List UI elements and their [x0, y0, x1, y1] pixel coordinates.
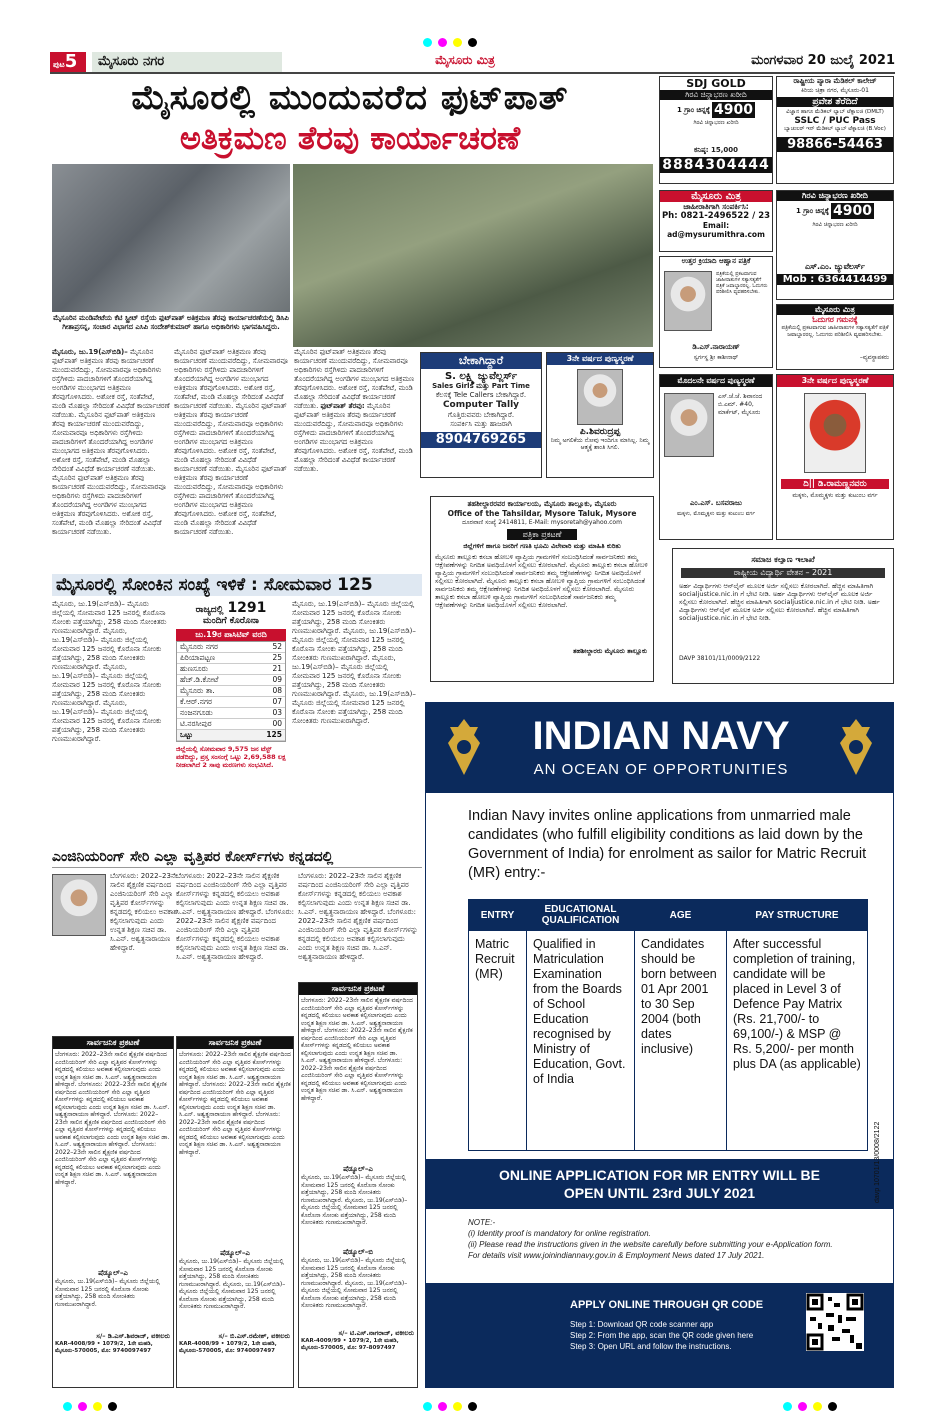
notice-2-schedule-body	[177, 1258, 293, 1332]
lead-body-text-col3: ಮೈಸೂರಿನ ಫುಟ್‌ಪಾತ್ ಅತಿಕ್ರಮಣ ತೆರವು ಕಾರ್ಯಾಚರಣೆ ಮುಂದುವರೆದಿದ್ದು, ಸೋಮವಾರವೂ ಅಧಿಕಾರಿಗಳು ರಸ್ತೆಗಿಳಿದು ಪಾದಚಾರಿಗಳಿಗೆ ತೊಂದರೆಯಾಗಿದ್ದ ಅಂಗಡಿಗಳ ಮುಂಭಾಗದ ಅತಿಕ್ರಮಣ ತೆರವುಗೊಳಿಸಿದರು. ಅಶೋಕ ರಸ್ತೆ, ಸಂತೆಪೇಟೆ, ಮಂಡಿ ಮೊಹಲ್ಲಾ ಸೇರಿದಂತೆ ವಿವಿಧೆಡೆ ಕಾರ್ಯಾಚರಣೆ ನಡೆಯಿತು.	[294, 348, 415, 410]
tahsil-title: ತಹಶೀಲ್ದಾರರವರ ಕಾರ್ಯಾಲಯ, ಮೈಸೂರು ತಾಲ್ಲೂಕು, ಮೈಸೂರು	[467, 500, 617, 508]
notice-3-body-text-3: ಬೆಂಗಳೂರು: 2022–23ನೇ ಸಾಲಿನ ಶೈಕ್ಷಣಿಕ ವರ್ಷದಿಂದ ಎಂಜಿನಿಯರಿಂಗ್ ಸೇರಿ ಎಲ್ಲಾ ವೃತ್ತಿಪರ ಕೋರ್ಸ್‌ಗಳನ್ನು ಕನ್ನಡದಲ್ಲಿ ಕಲಿಯಲು ಅವಕಾಶ ಕಲ್ಪಿಸಲಾಗುವುದು ಎಂದು ಉನ್ನತ ಶಿಕ್ಷಣ ಸಚಿವ ಡಾ. ಸಿ.ಎನ್. ಅಶ್ವತ್ಥನಾರಾಯಣ ಹೇಳಿದ್ದಾರೆ.	[301, 1057, 407, 1102]
govt-body-text: ಅರ್ಹ ವಿದ್ಯಾರ್ಥಿಗಳು ಆನ್‌ಲೈನ್ ಮೂಲಕ ಅರ್ಜಿ ಸಲ್ಲಿಸಲು ಕೋರಲಾಗಿದೆ. ಹೆಚ್ಚಿನ ಮಾಹಿತಿಗಾಗಿ socialjustice.nic.in ಗೆ ಭೇಟಿ ನೀಡಿ.	[679, 582, 874, 598]
govt-title: ಸಮಾಜ ಕಲ್ಯಾಣ ಇಲಾಖೆ	[751, 555, 815, 564]
govt-sub: ರಾಷ್ಟ್ರೀಯ ವಿದ್ಯಾರ್ಥಿ ವೇತನ – 2021	[681, 568, 885, 578]
lead-photo-caption: ಮೈಸೂರಿನ ಮಂಡಿಪೇಟೆಯ ಕೆಟಿ ಸ್ಟ್ರೀಟ್ ರಸ್ತೆಯ ಫುಟ್‌ಪಾತ್ ಅತಿಕ್ರಮಣ ತೆರವು ಕಾರ್ಯಾಚರಣೆಯಲ್ಲಿ ಡಿಸಿಪಿ ಗೀತಾಪ್ರಸನ್ನ, ಸಂಚಾರ ವಿಭಾಗದ ಎಸಿಪಿ ಸಂದೇಶ್‌ಕುಮಾರ್ ಹಾಗೂ ಅಧಿಕಾರಿಗಳು ಭಾಗವಹಿಸಿದ್ದರು.	[53, 314, 289, 331]
covid-district-name: ನಂಜನಗೂಡು	[180, 708, 213, 717]
college-phone: 98866-54463	[777, 137, 893, 152]
govt-body-text-2: ಅರ್ಹ ವಿದ್ಯಾರ್ಥಿಗಳು ಆನ್‌ಲೈನ್ ಮೂಲಕ ಅರ್ಜಿ ಸಲ್ಲಿಸಲು ಕೋರಲಾಗಿದೆ. ಹೆಚ್ಚಿನ ಮಾಹಿತಿಗಾಗಿ socialjustice.nic.in ಗೆ ಭೇಟಿ ನೀಡಿ.	[679, 590, 873, 606]
section-title: ಮೈಸೂರು ನಗರ	[92, 52, 282, 72]
sdj-title: SDJ GOLD	[686, 77, 746, 90]
notice-3-schedule-b: ಷೆಡ್ಯೂಲ್–ಬಿ	[343, 1248, 373, 1256]
college-sslc: SSLC / PUC Pass	[794, 116, 876, 126]
covid-district-name: ಮೈಸೂರು ನಗರ	[180, 642, 218, 651]
page-header	[50, 52, 895, 74]
page-label: ಪುಟ	[53, 60, 65, 69]
covid-table-row	[177, 642, 285, 653]
sm-rate-row	[777, 203, 893, 219]
sm-body-text: ಗಿರವಿ ಚಿನ್ನಾಭರಣ ಖರೀದಿ	[812, 222, 858, 228]
college-pravesha: ಪ್ರವೇಶ ತೆರೆದಿದೆ	[777, 97, 893, 107]
notice-2-schedule: ಷೆಡ್ಯೂಲ್–ಎ	[220, 1249, 250, 1257]
sm-name: ಎಸ್.ಎಂ. ಜ್ಯುವೆಲರ್ಸ್	[805, 262, 865, 271]
covid-table-row	[177, 675, 285, 686]
notice-3-body-text-2: ಬೆಂಗಳೂರು: 2022–23ನೇ ಸಾಲಿನ ಶೈಕ್ಷಣಿಕ ವರ್ಷದಿಂದ ಎಂಜಿನಿಯರಿಂಗ್ ಸೇರಿ ಎಲ್ಲಾ ವೃತ್ತಿಪರ ಕೋರ್ಸ್‌ಗಳನ್ನು ಕನ್ನಡದಲ್ಲಿ ಕಲಿಯಲು ಅವಕಾಶ ಕಲ್ಪಿಸಲಾಗುವುದು ಎಂದು ಉನ್ನತ ಶಿಕ್ಷಣ ಸಚಿವ ಡಾ. ಸಿ.ಎನ್. ಅಶ್ವತ್ಥನಾರಾಯಣ ಹೇಳಿದ್ದಾರೆ.	[301, 1027, 413, 1064]
notice-1-kar: KAR-4008/99 • 1079/2, 1ನೇ ಮಹಡಿ, ಮೈಸೂರು-570005, ಮೊ: 9740097497	[55, 1341, 153, 1354]
covid-table-row	[177, 697, 285, 708]
covid-district-name: ಮೈಸೂರು ತಾ.	[180, 686, 215, 695]
tahsil-body-text: ಮೈಸೂರು ತಾಲ್ಲೂಕು ಕಸಬಾ ಹೋಬಳಿ ವ್ಯಾಪ್ತಿಯ ಗ್ರಾಮಗಳಿಗೆ ಸಂಬಂಧಿಸಿದಂತೆ ಸಾರ್ವಜನಿಕರು ತಮ್ಮ ಆಕ್ಷೇಪಣೆಗಳನ್ನು ನಿಗದಿತ ಅವಧಿಯೊಳಗೆ ಸಲ್ಲಿಸಲು ಕೋರಲಾಗಿದೆ.	[435, 553, 638, 569]
notice-1-body-text-4: ಬೆಂಗಳೂರು: 2022–23ನೇ ಸಾಲಿನ ಶೈಕ್ಷಣಿಕ ವರ್ಷದಿಂದ ಎಂಜಿನಿಯರಿಂಗ್ ಸೇರಿ ಎಲ್ಲಾ ವೃತ್ತಿಪರ ಕೋರ್ಸ್‌ಗಳನ್ನು ಕನ್ನಡದಲ್ಲಿ ಕಲಿಯಲು ಅವಕಾಶ ಕಲ್ಪಿಸಲಾಗುವುದು ಎಂದು ಉನ್ನತ ಶಿಕ್ಷಣ ಸಚಿವ ಡಾ. ಸಿ.ಎನ್. ಅಶ್ವತ್ಥನಾರಾಯಣ ಹೇಳಿದ್ದಾರೆ.	[55, 1141, 161, 1186]
covid-district-name: ಟಿ.ನರಸೀಪುರ	[180, 719, 212, 728]
college-dmlt: ವಿಜ್ಞಾನ ಹಾಗೂ ಮೆಡಿಕಲ್ ಲ್ಯಾಬ್ ಟೆಕ್ನಾಲಜಿ (DMLT)	[786, 109, 884, 115]
lead-body-text-cont2: ಮೈಸೂರಿನ ಫುಟ್‌ಪಾತ್ ಅತಿಕ್ರಮಣ ತೆರವು ಕಾರ್ಯಾಚರಣೆ ಮುಂದುವರೆದಿದ್ದು, ಸೋಮವಾರವೂ ಅಧಿಕಾರಿಗಳು ರಸ್ತೆಗಿಳಿದು ಪಾದಚಾರಿಗಳಿಗೆ ತೊಂದರೆಯಾಗಿದ್ದ ಅಂಗಡಿಗಳ ಮುಂಭಾಗದ ಅತಿಕ್ರಮಣ ತೆರವುಗೊಳಿಸಿದರು. ಅಶೋಕ ರಸ್ತೆ, ಸಂತೆಪೇಟೆ, ಮಂಡಿ ಮೊಹಲ್ಲಾ ಸೇರಿದಂತೆ ವಿವಿಧೆಡೆ ಕಾರ್ಯಾಚರಣೆ ನಡೆಯಿತು.	[52, 474, 166, 536]
sdj-phone: 8884304444	[660, 157, 772, 173]
covid-state-label: ರಾಜ್ಯದಲ್ಲಿ	[195, 605, 224, 615]
obit-title: ಉತ್ತರ ಕ್ರಿಯಾದಿ ಆಹ್ವಾನ ಪತ್ರಿಕೆ	[681, 257, 751, 265]
punya-1-sub	[660, 511, 772, 531]
tahsil-body-text-4: ಮೈಸೂರು ತಾಲ್ಲೂಕು ಕಸಬಾ ಹೋಬಳಿ ವ್ಯಾಪ್ತಿಯ ಗ್ರಾಮಗಳಿಗೆ ಸಂಬಂಧಿಸಿದಂತೆ ಸಾರ್ವಜನಿಕರು ತಮ್ಮ ಆಕ್ಷೇಪಣೆಗಳನ್ನು ನಿಗದಿತ ಅವಧಿಯೊಳಗೆ ಸಲ್ಲಿಸಲು ಕೋರಲಾಗಿದೆ.	[435, 585, 635, 609]
covid-body-text-col3: ಮೈಸೂರು, ಜು.19(ಎಸ್‌ಬಿಡಿ)– ಮೈಸೂರು ಜಿಲ್ಲೆಯಲ್ಲಿ ಸೋಮವಾರ 125 ಜನರಲ್ಲಿ ಕೊರೊನಾ ಸೋಂಕು ಪತ್ತೆಯಾಗಿದ್ದು, 258 ಮಂದಿ ಸೋಂಕಿತರು ಗುಣಮುಖರಾಗಿದ್ದಾರೆ.	[292, 600, 415, 635]
covid-district-count: 08	[272, 686, 282, 695]
engineering-body-text-2: ಬೆಂಗಳೂರು: 2022–23ನೇ ಸಾಲಿನ ಶೈಕ್ಷಣಿಕ ವರ್ಷದಿಂದ ಎಂಜಿನಿಯರಿಂಗ್ ಸೇರಿ ಎಲ್ಲಾ ವೃತ್ತಿಪರ ಕೋರ್ಸ್‌ಗಳನ್ನು ಕನ್ನಡದಲ್ಲಿ ಕಲಿಯಲು ಅವಕಾಶ ಕಲ್ಪಿಸಲಾಗುವುದು ಎಂದು ಉನ್ನತ ಶಿಕ್ಷಣ ಸಚಿವ ಡಾ. ಸಿ.ಎನ್. ಅಶ್ವತ್ಥನಾರಾಯಣ ಹೇಳಿದ್ದಾರೆ.	[176, 872, 289, 916]
engineering-body-col2	[176, 872, 294, 1032]
lead-photo-left	[52, 164, 290, 312]
covid-district-count: 21	[272, 664, 282, 673]
ad-bekagi-line2: ಕೆಲಸಕ್ಕೆ Tele Callers ಬೇಕಾಗಿದ್ದಾರೆ.	[435, 391, 527, 399]
obit-name: ಡಿ.ಎಸ್.ನಾರಾಯಣ್	[692, 343, 740, 351]
lead-body-text-cont: ಮೈಸೂರಿನ ಫುಟ್‌ಪಾತ್ ಅತಿಕ್ರಮಣ ತೆರವು ಕಾರ್ಯಾಚರಣೆ ಮುಂದುವರೆದಿದ್ದು, ಸೋಮವಾರವೂ ಅಧಿಕಾರಿಗಳು ರಸ್ತೆಗಿಳಿದು ಪಾದಚಾರಿಗಳಿಗೆ ತೊಂದರೆಯಾಗಿದ್ದ ಅಂಗಡಿಗಳ ಮುಂಭಾಗದ ಅತಿಕ್ರಮಣ ತೆರವುಗೊಳಿಸಿದರು. ಅಶೋಕ ರಸ್ತೆ, ಸಂತೆಪೇಟೆ, ಮಂಡಿ ಮೊಹಲ್ಲಾ ಸೇರಿದಂತೆ ವಿವಿಧೆಡೆ ಕಾರ್ಯಾಚರಣೆ ನಡೆಯಿತು.	[52, 411, 156, 473]
sdj-sub: ಗಿರವಿ ಚಿನ್ನಾಭರಣ ಖರೀದಿ	[660, 90, 772, 100]
navy-qr-code[interactable]	[806, 1293, 864, 1351]
notice-2-body-text-2: ಬೆಂಗಳೂರು: 2022–23ನೇ ಸಾಲಿನ ಶೈಕ್ಷಣಿಕ ವರ್ಷದಿಂದ ಎಂಜಿನಿಯರಿಂಗ್ ಸೇರಿ ಎಲ್ಲಾ ವೃತ್ತಿಪರ ಕೋರ್ಸ್‌ಗಳನ್ನು ಕನ್ನಡದಲ್ಲಿ ಕಲಿಯಲು ಅವಕಾಶ ಕಲ್ಪಿಸಲಾಗುವುದು ಎಂದು ಉನ್ನತ ಶಿಕ್ಷಣ ಸಚಿವ ಡಾ. ಸಿ.ಎನ್. ಅಶ್ವತ್ಥನಾರಾಯಣ ಹೇಳಿದ್ದಾರೆ.	[179, 1081, 291, 1118]
ad-indian-navy	[425, 702, 894, 1388]
notice-2-body-text-3: ಬೆಂಗಳೂರು: 2022–23ನೇ ಸಾಲಿನ ಶೈಕ್ಷಣಿಕ ವರ್ಷದಿಂದ ಎಂಜಿನಿಯರಿಂಗ್ ಸೇರಿ ಎಲ್ಲಾ ವೃತ್ತಿಪರ ಕೋರ್ಸ್‌ಗಳನ್ನು ಕನ್ನಡದಲ್ಲಿ ಕಲಿಯಲು ಅವಕಾಶ ಕಲ್ಪಿಸಲಾಗುವುದು ಎಂದು ಉನ್ನತ ಶಿಕ್ಷಣ ಸಚಿವ ಡಾ. ಸಿ.ಎನ್. ಅಶ್ವತ್ಥನಾರಾಯಣ ಹೇಳಿದ್ದಾರೆ.	[179, 1111, 285, 1156]
mm-small-title: ಮೈಸೂರು ಮಿತ್ರ	[777, 305, 893, 315]
tahsil-body-text-3: ಮೈಸೂರು ತಾಲ್ಲೂಕು ಕಸಬಾ ಹೋಬಳಿ ವ್ಯಾಪ್ತಿಯ ಗ್ರಾಮಗಳಿಗೆ ಸಂಬಂಧಿಸಿದಂತೆ ಸಾರ್ವಜನಿಕರು ತಮ್ಮ ಆಕ್ಷೇಪಣೆಗಳನ್ನು ನಿಗದಿತ ಅವಧಿಯೊಳಗೆ ಸಲ್ಲಿಸಲು ಕೋರಲಾಗಿದೆ.	[435, 577, 646, 593]
covid-district-name: ಒಟ್ಟು	[180, 730, 193, 739]
notice-2-sign: ಸ/– ಬಿ.ಎಸ್.ರಮೇಶ್, ವಕೀಲರು	[218, 1332, 290, 1340]
lead-body-text-col3b: ಮೈಸೂರಿನ ಫುಟ್‌ಪಾತ್ ಅತಿಕ್ರಮಣ ತೆರವು ಕಾರ್ಯಾಚರಣೆ ಮುಂದುವರೆದಿದ್ದು, ಸೋಮವಾರವೂ ಅಧಿಕಾರಿಗಳು ರಸ್ತೆಗಿಳಿದು ಪಾದಚಾರಿಗಳಿಗೆ ತೊಂದರೆಯಾಗಿದ್ದ ಅಂಗಡಿಗಳ ಮುಂಭಾಗದ ಅತಿಕ್ರಮಣ ತೆರವುಗೊಳಿಸಿದರು. ಅಶೋಕ ರಸ್ತೆ, ಸಂತೆಪೇಟೆ, ಮಂಡಿ ಮೊಹಲ್ಲಾ ಸೇರಿದಂತೆ ವಿವಿಧೆಡೆ ಕಾರ್ಯಾಚರಣೆ ನಡೆಯಿತು.	[294, 402, 413, 473]
covid-body-col1	[52, 600, 172, 838]
covid-body-text-2: ಮೈಸೂರು, ಜು.19(ಎಸ್‌ಬಿಡಿ)– ಮೈಸೂರು ಜಿಲ್ಲೆಯಲ್ಲಿ ಸೋಮವಾರ 125 ಜನರಲ್ಲಿ ಕೊರೊನಾ ಸೋಂಕು ಪತ್ತೆಯಾಗಿದ್ದು, 258 ಮಂದಿ ಸೋಂಕಿತರು ಗುಣಮುಖರಾಗಿದ್ದಾರೆ.	[52, 627, 162, 671]
covid-district-name: ಹುಣಸೂರು	[180, 664, 209, 673]
notice-3-schedule-a: ಷೆಡ್ಯೂಲ್–ಎ	[343, 1165, 373, 1173]
covid-body-text-col3d: ಮೈಸೂರು, ಜು.19(ಎಸ್‌ಬಿಡಿ)– ಮೈಸೂರು ಜಿಲ್ಲೆಯಲ್ಲಿ ಸೋಮವಾರ 125 ಜನರಲ್ಲಿ ಕೊರೊನಾ ಸೋಂಕು ಪತ್ತೆಯಾಗಿದ್ದು, 258 ಮಂದಿ ಸೋಂಕಿತರು ಗುಣಮುಖರಾಗಿದ್ದಾರೆ.	[292, 690, 416, 725]
covid-table-row	[177, 708, 285, 719]
covid-district-name: ಪಿರಿಯಾಪಟ್ಟಣ	[180, 653, 216, 662]
notice-3-schedule-a-body	[299, 1174, 417, 1248]
notice-1-body-text: ಬೆಂಗಳೂರು: 2022–23ನೇ ಸಾಲಿನ ಶೈಕ್ಷಣಿಕ ವರ್ಷದಿಂದ ಎಂಜಿನಿಯರಿಂಗ್ ಸೇರಿ ಎಲ್ಲಾ ವೃತ್ತಿಪರ ಕೋರ್ಸ್‌ಗಳನ್ನು ಕನ್ನಡದಲ್ಲಿ ಕಲಿಯಲು ಅವಕಾಶ ಕಲ್ಪಿಸಲಾಗುವುದು ಎಂದು ಉನ್ನತ ಶಿಕ್ಷಣ ಸಚಿವ ಡಾ. ಸಿ.ಎನ್. ಅಶ್ವತ್ಥನಾರಾಯಣ ಹೇಳಿದ್ದಾರೆ.	[55, 1051, 167, 1088]
punya-3-portrait	[577, 369, 623, 425]
covid-table-row	[177, 664, 285, 675]
navy-crest-left-icon	[444, 717, 484, 777]
punya-1-text: ಎಸ್.ಜೆ.ಜೆ. ಶಿವಾನಂದ ಬಿ.ಎಮ್. #40, ಮಾರ್ಕೆಟ್, ಮೈಸೂರು	[718, 393, 763, 416]
navy-title: INDIAN NAVY	[532, 714, 790, 758]
public-notice-2	[176, 1036, 294, 1388]
sdj-rate: 4900	[714, 102, 754, 118]
registration-marks-top	[420, 32, 540, 44]
tahsil-en: Office of the Tahsildar, Mysore Taluk, Mysore	[447, 509, 637, 518]
navy-table-header-row	[469, 900, 868, 931]
covid-note: ಜಿಲ್ಲೆಯಲ್ಲಿ ಸೋಮವಾರ 9,575 ಜನ ಟೆಸ್ಟ್ ಪಡೆದಿದ್ದು, ಪ್ರಸ್ತ ಸಂಸಂಗ್ಗೆ ಒಟ್ಟು 2,69,588 ಲಕ್ಷ ನೀಡಲಾಗಿದೆ 2 ಸಾವು ಮರಣಗಳು ಸಂಭವಿಸಿದೆ.	[176, 745, 286, 769]
page-date: ಮಂಗಳವಾರ 20 ಜುಲೈ 2021	[751, 53, 895, 68]
navy-note-1: (i) Identity proof is mandatory for online registration.	[468, 1229, 651, 1238]
tahsil-contact: ದೂರವಾಣಿ ಸಂಖ್ಯೆ 2414811, E-Mail: mysoretah@yahoo.com	[462, 519, 622, 526]
govt-davp: DAVP 38101/11/0009/2122	[679, 655, 761, 662]
lead-body-text-col2c: ಮೈಸೂರಿನ ಫುಟ್‌ಪಾತ್ ಅತಿಕ್ರಮಣ ತೆರವು ಕಾರ್ಯಾಚರಣೆ ಮುಂದುವರೆದಿದ್ದು, ಸೋಮವಾರವೂ ಅಧಿಕಾರಿಗಳು ರಸ್ತೆಗಿಳಿದು ಪಾದಚಾರಿಗಳಿಗೆ ತೊಂದರೆಯಾಗಿದ್ದ ಅಂಗಡಿಗಳ ಮುಂಭಾಗದ ಅತಿಕ್ರಮಣ ತೆರವುಗೊಳಿಸಿದರು. ಅಶೋಕ ರಸ್ತೆ, ಸಂತೆಪೇಟೆ, ಮಂಡಿ ಮೊಹಲ್ಲಾ ಸೇರಿದಂತೆ ವಿವಿಧೆಡೆ ಕಾರ್ಯಾಚರಣೆ ನಡೆಯಿತು.	[174, 465, 287, 536]
navy-note-3: For details visit www.joinindiannavy.gov.in & Employment News dated 17 July 2021.	[468, 1251, 765, 1260]
punya-1-portrait	[664, 393, 714, 457]
covid-district-count: 07	[272, 697, 282, 706]
lead-body-text: ಮೈಸೂರಿನ ಫುಟ್‌ಪಾತ್ ಅತಿಕ್ರಮಣ ತೆರವು ಕಾರ್ಯಾಚರಣೆ ಮುಂದುವರೆದಿದ್ದು, ಸೋಮವಾರವೂ ಅಧಿಕಾರಿಗಳು ರಸ್ತೆಗಿಳಿದು ಪಾದಚಾರಿಗಳಿಗೆ ತೊಂದರೆಯಾಗಿದ್ದ ಅಂಗಡಿಗಳ ಮುಂಭಾಗದ ಅತಿಕ್ರಮಣ ತೆರವುಗೊಳಿಸಿದರು. ಅಶೋಕ ರಸ್ತೆ, ಸಂತೆಪೇಟೆ, ಮಂಡಿ ಮೊಹಲ್ಲಾ ಸೇರಿದಂತೆ ವಿವಿಧೆಡೆ ಕಾರ್ಯಾಚರಣೆ ನಡೆಯಿತು.	[52, 348, 170, 419]
navy-banner-line2: OPEN UNTIL 23rd JULY 2021	[563, 1185, 756, 1201]
notice-2-body	[177, 1049, 293, 1249]
covid-state-sub: ಮಂದಿಗೆ ಕೊರೊನಾ	[203, 616, 259, 626]
obit-body-text: ಪತ್ರಿಕೆಯಲ್ಲಿ ಪ್ರಕಟವಾಗುವ ಜಾಹೀರಾತುಗಳ ಸತ್ಯಾಸತ್ಯತೆಗೆ ಪತ್ರಿಕೆ ಜವಾಬ್ದಾರರಲ್ಲ. ಓದುಗರು ಪರಿಶೀಲಿಸಿ ವ್ಯವಹರಿಸಬೇಕು.	[716, 271, 768, 295]
punya-3-title: 3ನೇ ವರ್ಷದ ಪುಣ್ಯಸ್ಮರಣೆ	[547, 353, 653, 365]
ad-paramedical-college	[776, 76, 894, 184]
th-age: AGE	[635, 900, 727, 931]
mm-small-body: ಪತ್ರಿಕೆಯಲ್ಲಿ ಪ್ರಕಟವಾಗುವ ಜಾಹೀರಾತುಗಳ ಸತ್ಯಾಸತ್ಯತೆಗೆ ಪತ್ರಿಕೆ ಜವಾಬ್ದಾರರಲ್ಲ. ಓದುಗರು ಪರಿಶೀಲಿಸಿ ವ್ಯವಹರಿಸಬೇಕು.	[781, 325, 889, 338]
registration-marks-bottom-left	[60, 1396, 180, 1408]
covid-district-count: 25	[272, 653, 282, 662]
navy-notes	[468, 1217, 868, 1261]
notice-1-schedule-text: ಮೈಸೂರು, ಜು.19(ಎಸ್‌ಬಿಡಿ)– ಮೈಸೂರು ಜಿಲ್ಲೆಯಲ್ಲಿ ಸೋಮವಾರ 125 ಜನರಲ್ಲಿ ಕೊರೊನಾ ಸೋಂಕು ಪತ್ತೆಯಾಗಿದ್ದು, 258 ಮಂದಿ ಸೋಂಕಿತರು ಗುಣಮುಖರಾಗಿದ್ದಾರೆ.	[55, 1278, 160, 1308]
notice-2-kar: KAR-4008/99 • 1079/2, 1ನೇ ಮಹಡಿ, ಮೈಸೂರು-570005, ಮೊ: 9740097497	[179, 1341, 277, 1354]
navy-step-1: Step 1: Download QR code scanner app	[570, 1320, 714, 1329]
tahsil-sign: ತಹಶೀಲ್ದಾರರು ಮೈಸೂರು ತಾಲ್ಲೂಕು	[572, 647, 647, 655]
registration-marks-bottom-right	[780, 1396, 900, 1408]
navy-table-wrap	[468, 899, 868, 1151]
td-education: Qualified in Matriculation Examination from the Boards of School Education recognised by Ministry of Education, Govt. of India	[527, 931, 635, 1151]
notice-1-body-text-3: ಬೆಂಗಳೂರು: 2022–23ನೇ ಸಾಲಿನ ಶೈಕ್ಷಣಿಕ ವರ್ಷದಿಂದ ಎಂಜಿನಿಯರಿಂಗ್ ಸೇರಿ ಎಲ್ಲಾ ವೃತ್ತಿಪರ ಕೋರ್ಸ್‌ಗಳನ್ನು ಕನ್ನಡದಲ್ಲಿ ಕಲಿಯಲು ಅವಕಾಶ ಕಲ್ಪಿಸಲಾಗುವುದು ಎಂದು ಉನ್ನತ ಶಿಕ್ಷಣ ಸಚಿವ ಡಾ. ಸಿ.ಎನ್. ಅಶ್ವತ್ಥನಾರಾಯಣ ಹೇಳಿದ್ದಾರೆ.	[55, 1111, 170, 1148]
notice-3-schedule-a-text: ಮೈಸೂರು, ಜು.19(ಎಸ್‌ಬಿಡಿ)– ಮೈಸೂರು ಜಿಲ್ಲೆಯಲ್ಲಿ ಸೋಮವಾರ 125 ಜನರಲ್ಲಿ ಕೊರೊನಾ ಸೋಂಕು ಪತ್ತೆಯಾಗಿದ್ದು, 258 ಮಂದಿ ಸೋಂಕಿತರು ಗುಣಮುಖರಾಗಿದ್ದಾರೆ.	[301, 1174, 406, 1204]
notice-2-schedule-text: ಮೈಸೂರು, ಜು.19(ಎಸ್‌ಬಿಡಿ)– ಮೈಸೂರು ಜಿಲ್ಲೆಯಲ್ಲಿ ಸೋಮವಾರ 125 ಜನರಲ್ಲಿ ಕೊರೊನಾ ಸೋಂಕು ಪತ್ತೆಯಾಗಿದ್ದು, 258 ಮಂದಿ ಸೋಂಕಿತರು ಗುಣಮುಖರಾಗಿದ್ದಾರೆ.	[179, 1258, 284, 1288]
lead-body-col3	[294, 348, 416, 570]
tahsil-body-text-2: ಮೈಸೂರು ತಾಲ್ಲೂಕು ಕಸಬಾ ಹೋಬಳಿ ವ್ಯಾಪ್ತಿಯ ಗ್ರಾಮಗಳಿಗೆ ಸಂಬಂಧಿಸಿದಂತೆ ಸಾರ್ವಜನಿಕರು ತಮ್ಮ ಆಕ್ಷೇಪಣೆಗಳನ್ನು ನಿಗದಿತ ಅವಧಿಯೊಳಗೆ ಸಲ್ಲಿಸಲು ಕೋರಲಾಗಿದೆ.	[435, 561, 648, 585]
covid-table-row	[177, 686, 285, 697]
navy-qr-title: APPLY ONLINE THROUGH QR CODE	[570, 1299, 764, 1311]
notice-2-title: ಸಾರ್ವಜನಿಕ ಪ್ರಕಟಣೆ	[177, 1037, 293, 1049]
notice-2-body-text: ಬೆಂಗಳೂರು: 2022–23ನೇ ಸಾಲಿನ ಶೈಕ್ಷಣಿಕ ವರ್ಷದಿಂದ ಎಂಜಿನಿಯರಿಂಗ್ ಸೇರಿ ಎಲ್ಲಾ ವೃತ್ತಿಪರ ಕೋರ್ಸ್‌ಗಳನ್ನು ಕನ್ನಡದಲ್ಲಿ ಕಲಿಯಲು ಅವಕಾಶ ಕಲ್ಪಿಸಲಾಗುವುದು ಎಂದು ಉನ್ನತ ಶಿಕ್ಷಣ ಸಚಿವ ಡಾ. ಸಿ.ಎನ್. ಅಶ್ವತ್ಥನಾರಾಯಣ ಹೇಳಿದ್ದಾರೆ.	[179, 1051, 291, 1088]
notice-3-schedule-b-text: ಮೈಸೂರು, ಜು.19(ಎಸ್‌ಬಿಡಿ)– ಮೈಸೂರು ಜಿಲ್ಲೆಯಲ್ಲಿ ಸೋಮವಾರ 125 ಜನರಲ್ಲಿ ಕೊರೊನಾ ಸೋಂಕು ಪತ್ತೆಯಾಗಿದ್ದು, 258 ಮಂದಿ ಸೋಂಕಿತರು ಗುಣಮುಖರಾಗಿದ್ದಾರೆ.	[301, 1257, 406, 1287]
notice-1-schedule-body	[53, 1278, 173, 1332]
covid-body-text-4: ಮೈಸೂರು, ಜು.19(ಎಸ್‌ಬಿಡಿ)– ಮೈಸೂರು ಜಿಲ್ಲೆಯಲ್ಲಿ ಸೋಮವಾರ 125 ಜನರಲ್ಲಿ ಕೊರೊನಾ ಸೋಂಕು ಪತ್ತೆಯಾಗಿದ್ದು, 258 ಮಂದಿ ಸೋಂಕಿತರು ಗುಣಮುಖರಾಗಿದ್ದಾರೆ.	[52, 699, 162, 743]
mm-small-sign: –ವ್ಯವಸ್ಥಾಪಕರು	[859, 354, 889, 361]
ad-punya-1-basavaraju	[659, 374, 773, 540]
covid-body-text-col3c: ಮೈಸೂರು, ಜು.19(ಎಸ್‌ಬಿಡಿ)– ಮೈಸೂರು ಜಿಲ್ಲೆಯಲ್ಲಿ ಸೋಮವಾರ 125 ಜನರಲ್ಲಿ ಕೊರೊನಾ ಸೋಂಕು ಪತ್ತೆಯಾಗಿದ್ದು, 258 ಮಂದಿ ಸೋಂಕಿತರು ಗುಣಮುಖರಾಗಿದ್ದಾರೆ.	[292, 654, 402, 698]
engineering-body-text: ಬೆಂಗಳೂರು: 2022–23ನೇ ಸಾಲಿನ ಶೈಕ್ಷಣಿಕ ವರ್ಷದಿಂದ ಎಂಜಿನಿಯರಿಂಗ್ ಸೇರಿ ಎಲ್ಲಾ ವೃತ್ತಿಪರ ಕೋರ್ಸ್‌ಗಳನ್ನು ಕನ್ನಡದಲ್ಲಿ ಕಲಿಯಲು ಅವಕಾಶ ಕಲ್ಪಿಸಲಾಗುವುದು ಎಂದು ಉನ್ನತ ಶಿಕ್ಷಣ ಸಚಿವ ಡಾ. ಸಿ.ಎನ್. ಅಶ್ವತ್ಥನಾರಾಯಣ ಹೇಳಿದ್ದಾರೆ.	[110, 872, 178, 952]
punya-1-family: ಮಕ್ಕಳು, ಮೊಮ್ಮಕ್ಕಳು ಮತ್ತು ಕುಟುಂಬ ವರ್ಗ	[676, 511, 756, 517]
ad-sm-jewellers	[776, 190, 894, 300]
tahsil-body	[431, 551, 653, 647]
sdj-body	[660, 120, 772, 146]
masthead-logo: ಮೈಸೂರು ಮಿತ್ರ	[435, 53, 495, 67]
govt-body	[673, 582, 893, 654]
covid-state-count: 1291	[227, 600, 267, 616]
navy-intro: Indian Navy invites online applications from unmarried male candidates (who fulfill eligibility conditions as laid down by the Government of India) for enrolment as sailor for Matric Recruit (MR) entry:-	[468, 808, 867, 881]
covid-district-count: 00	[272, 719, 282, 728]
ad-mysuru-mitra-contact	[659, 190, 773, 252]
public-notice-3	[298, 982, 418, 1388]
punya-1-name: ಎಂ.ಎಸ್. ಬಸವರಾಜು	[690, 499, 742, 507]
sm-phone: Mob : 6364414499	[777, 274, 893, 285]
notice-3-kar: KAR-4009/99 • 1079/2, 1ನೇ ಮಹಡಿ, ಮೈಸೂರು-570005, ಮೊ: 97-8097497	[301, 1338, 399, 1351]
th-education: EDUCATIONAL QUALIFICATION	[527, 900, 635, 931]
notice-3-schedule-b-body	[299, 1257, 417, 1329]
ad-sdj-gold	[659, 76, 773, 184]
navy-davp: davp 10701/13/0008/2122	[874, 1121, 881, 1203]
covid-district-count: 52	[272, 642, 282, 651]
registration-marks-bottom-center	[420, 1396, 540, 1408]
covid-body-text: ಮೈಸೂರು, ಜು.19(ಎಸ್‌ಬಿಡಿ)– ಮೈಸೂರು ಜಿಲ್ಲೆಯಲ್ಲಿ ಸೋಮವಾರ 125 ಜನರಲ್ಲಿ ಕೊರೊನಾ ಸೋಂಕು ಪತ್ತೆಯಾಗಿದ್ದು, 258 ಮಂದಿ ಸೋಂಕಿತರು ಗುಣಮುಖರಾಗಿದ್ದಾರೆ.	[52, 600, 167, 635]
tahsil-sub: ಜಿಲ್ಲೆಗಳಿಗೆ ಹಾಗೂ ಜನರಿಗೆ ಗಣತಿ ಭೂಮಿ ವಿಲೇವಾರಿ ಮತ್ತು ಮಾಹಿತಿ ಕುರಿತು	[463, 542, 621, 550]
ad-punya-3-shivarudrappa	[546, 352, 654, 478]
obit-name2: ಸ್ವರ್ಗಸ್ಥ ಶ್ರೀ ಕಾಶೀನಾಥ್	[693, 354, 739, 361]
notice-3-sign: ಸ/– ಟಿ.ಎಸ್.ನಾಗರಾಜ್, ವಕೀಲರು	[338, 1329, 414, 1337]
lead-photo-right	[293, 164, 653, 347]
notice-3-schedule-b-text-2: ಮೈಸೂರು, ಜು.19(ಎಸ್‌ಬಿಡಿ)– ಮೈಸೂರು ಜಿಲ್ಲೆಯಲ್ಲಿ ಸೋಮವಾರ 125 ಜನರಲ್ಲಿ ಕೊರೊನಾ ಸೋಂಕು ಪತ್ತೆಯಾಗಿದ್ದು, 258 ಮಂದಿ ಸೋಂಕಿತರು ಗುಣಮುಖರಾಗಿದ್ದಾರೆ.	[301, 1279, 408, 1309]
mm-title: ಮೈಸೂರು ಮಿತ್ರ	[660, 191, 772, 202]
punya-b-name: ದಿ|| ಡಿ.ರಾಮಣ್ಣನವರು	[781, 479, 889, 489]
navy-eligibility-table	[468, 899, 868, 1151]
ad-bekagi-line5: ಸಂಪರ್ಕಿಸಿ ಮತ್ತು ಹಾಜರಾಗಿ	[450, 420, 512, 428]
covid-body-text-3: ಮೈಸೂರು, ಜು.19(ಎಸ್‌ಬಿಡಿ)– ಮೈಸೂರು ಜಿಲ್ಲೆಯಲ್ಲಿ ಸೋಮವಾರ 125 ಜನರಲ್ಲಿ ಕೊರೊನಾ ಸೋಂಕು ಪತ್ತೆಯಾಗಿದ್ದು, 258 ಮಂದಿ ಸೋಂಕಿತರು ಗುಣಮುಖರಾಗಿದ್ದಾರೆ.	[52, 663, 162, 707]
page-number-badge	[50, 52, 86, 72]
engineering-body-text-5: ಬೆಂಗಳೂರು: 2022–23ನೇ ಸಾಲಿನ ಶೈಕ್ಷಣಿಕ ವರ್ಷದಿಂದ ಎಂಜಿನಿಯರಿಂಗ್ ಸೇರಿ ಎಲ್ಲಾ ವೃತ್ತಿಪರ ಕೋರ್ಸ್‌ಗಳನ್ನು ಕನ್ನಡದಲ್ಲಿ ಕಲಿಯಲು ಅವಕಾಶ ಕಲ್ಪಿಸಲಾಗುವುದು ಎಂದು ಉನ್ನತ ಶಿಕ್ಷಣ ಸಚಿವ ಡಾ. ಸಿ.ಎನ್. ಅಶ್ವತ್ಥನಾರಾಯಣ ಹೇಳಿದ್ದಾರೆ.	[298, 908, 418, 961]
engineering-headline: ಎಂಜಿನಿಯರಿಂಗ್ ಸೇರಿ ಎಲ್ಲಾ ವೃತ್ತಿಪರ ಕೋರ್ಸ್‌ಗಳು ಕನ್ನಡದಲ್ಲಿ	[52, 846, 422, 868]
navy-note-2: (ii) Please read the instructions given in the website carefully before submitting your e-Application form.	[468, 1240, 833, 1249]
ad-mm-readers-notice	[776, 304, 894, 370]
lead-headline-2: ಅತಿಕ್ರಮಣ ತೆರವು ಕಾರ್ಯಾಚರಣೆ	[179, 119, 521, 157]
engineering-minister-photo	[52, 874, 106, 936]
lead-body-col1	[52, 348, 170, 570]
navy-step-3: Step 3: Open URL and follow the instructions.	[570, 1342, 732, 1351]
ad-punya-3-ramanna	[776, 374, 894, 540]
engineering-body-col1	[110, 872, 180, 1032]
covid-body-text-col3b: ಮೈಸೂರು, ಜು.19(ಎಸ್‌ಬಿಡಿ)– ಮೈಸೂರು ಜಿಲ್ಲೆಯಲ್ಲಿ ಸೋಮವಾರ 125 ಜನರಲ್ಲಿ ಕೊರೊನಾ ಸೋಂಕು ಪತ್ತೆಯಾಗಿದ್ದು, 258 ಮಂದಿ ಸೋಂಕಿತರು ಗುಣಮುಖರಾಗಿದ್ದಾರೆ.	[292, 627, 416, 662]
sdj-rate-row	[660, 102, 772, 118]
navy-tagline: AN OCEAN OF OPPORTUNITIES	[533, 761, 789, 778]
obit-body	[716, 271, 770, 341]
notice-1-schedule: ಷೆಡ್ಯೂಲ್–ಎ	[98, 1269, 128, 1277]
engineering-body-col3	[298, 872, 418, 976]
ad-bekagiddare	[420, 352, 542, 478]
notice-tahsildar	[430, 496, 654, 682]
covid-headline: ಮೈಸೂರಲ್ಲಿ ಸೋಂಕಿನ ಸಂಖ್ಯೆ ಇಳಿಕೆ : ಸೋಮವಾರ 125	[52, 574, 422, 596]
mm-sub: ಜಾಹೀರಾತಿಗಾಗಿ ಸಂಪರ್ಕಿಸಿ:	[683, 202, 749, 211]
sm-title: ಗಿರವಿ ಚಿನ್ನಾಭರಣ ಖರೀದಿ	[777, 191, 893, 201]
covid-body-col3	[292, 600, 416, 838]
lead-body-text-col2b: ಮೈಸೂರಿನ ಫುಟ್‌ಪಾತ್ ಅತಿಕ್ರಮಣ ತೆರವು ಕಾರ್ಯಾಚರಣೆ ಮುಂದುವರೆದಿದ್ದು, ಸೋಮವಾರವೂ ಅಧಿಕಾರಿಗಳು ರಸ್ತೆಗಿಳಿದು ಪಾದಚಾರಿಗಳಿಗೆ ತೊಂದರೆಯಾಗಿದ್ದ ಅಂಗಡಿಗಳ ಮುಂಭಾಗದ ಅತಿಕ್ರಮಣ ತೆರವುಗೊಳಿಸಿದರು. ಅಶೋಕ ರಸ್ತೆ, ಸಂತೆಪೇಟೆ, ಮಂಡಿ ಮೊಹಲ್ಲಾ ಸೇರಿದಂತೆ ವಿವಿಧೆಡೆ ಕಾರ್ಯಾಚರಣೆ ನಡೆಯಿತು.	[174, 402, 287, 473]
notice-3-body-text: ಬೆಂಗಳೂರು: 2022–23ನೇ ಸಾಲಿನ ಶೈಕ್ಷಣಿಕ ವರ್ಷದಿಂದ ಎಂಜಿನಿಯರಿಂಗ್ ಸೇರಿ ಎಲ್ಲಾ ವೃತ್ತಿಪರ ಕೋರ್ಸ್‌ಗಳನ್ನು ಕನ್ನಡದಲ್ಲಿ ಕಲಿಯಲು ಅವಕಾಶ ಕಲ್ಪಿಸಲಾಗುವುದು ಎಂದು ಉನ್ನತ ಶಿಕ್ಷಣ ಸಚಿವ ಡಾ. ಸಿ.ಎನ್. ಅಶ್ವತ್ಥನಾರಾಯಣ ಹೇಳಿದ್ದಾರೆ.	[301, 997, 413, 1034]
covid-state-row	[176, 600, 286, 616]
notice-1-body-text-2: ಬೆಂಗಳೂರು: 2022–23ನೇ ಸಾಲಿನ ಶೈಕ್ಷಣಿಕ ವರ್ಷದಿಂದ ಎಂಜಿನಿಯರಿಂಗ್ ಸೇರಿ ಎಲ್ಲಾ ವೃತ್ತಿಪರ ಕೋರ್ಸ್‌ಗಳನ್ನು ಕನ್ನಡದಲ್ಲಿ ಕಲಿಯಲು ಅವಕಾಶ ಕಲ್ಪಿಸಲಾಗುವುದು ಎಂದು ಉನ್ನತ ಶಿಕ್ಷಣ ಸಚಿವ ಡಾ. ಸಿ.ಎನ್. ಅಶ್ವತ್ಥನಾರಾಯಣ ಹೇಳಿದ್ದಾರೆ.	[55, 1081, 170, 1118]
punya-b-title: 3ನೇ ವರ್ಷದ ಪುಣ್ಯಸ್ಮರಣೆ	[777, 375, 893, 387]
lead-subhead: ಫುಟ್‌ಪಾತ್ ತೆರವು:	[320, 402, 365, 410]
sdj-body-text: ಗಿರವಿ ಚಿನ್ನಾಭರಣ ಖರೀದಿ	[693, 120, 739, 126]
engineering-body-text-4: ಬೆಂಗಳೂರು: 2022–23ನೇ ಸಾಲಿನ ಶೈಕ್ಷಣಿಕ ವರ್ಷದಿಂದ ಎಂಜಿನಿಯರಿಂಗ್ ಸೇರಿ ಎಲ್ಲಾ ವೃತ್ತಿಪರ ಕೋರ್ಸ್‌ಗಳನ್ನು ಕನ್ನಡದಲ್ಲಿ ಕಲಿಯಲು ಅವಕಾಶ ಕಲ್ಪಿಸಲಾಗುವುದು ಎಂದು ಉನ್ನತ ಶಿಕ್ಷಣ ಸಚಿವ ಡಾ. ಸಿ.ಎನ್. ಅಶ್ವತ್ಥನಾರಾಯಣ ಹೇಳಿದ್ದಾರೆ.	[298, 872, 411, 916]
college-bvoc: ಬ್ಯಾಚುಲರ್ ಇನ್ ಮೆಡಿಕಲ್ ಲ್ಯಾಬ್ ಟೆಕ್ನಾಲಜಿ (B.Voc)	[784, 126, 886, 132]
navy-table-row	[469, 931, 868, 1151]
obit-portrait	[664, 271, 712, 331]
notice-3-title: ಸಾರ್ವಜನಿಕ ಪ್ರಕಟಣೆ	[299, 983, 417, 995]
notice-1-sign: ಸ/– ಡಿ.ಎಸ್.ಶಿವರಾಜ್, ವಕೀಲರು	[96, 1332, 170, 1340]
td-pay: After successful completion of training, candidate will be placed in Level 3 of Defence Pay Matrix (Rs. 21,700/- to 69,100/-) & MSP @ Rs. 5,200/- per month plus DA (as applicable)	[727, 931, 868, 1151]
th-pay: PAY STRUCTURE	[727, 900, 868, 931]
sdj-rate-label: 1 ಗ್ರಾಂ ಚಿನ್ನಕ್ಕೆ	[676, 105, 711, 114]
punya-b-portrait	[804, 393, 866, 473]
notice-3-schedule-a-text-2: ಮೈಸೂರು, ಜು.19(ಎಸ್‌ಬಿಡಿ)– ಮೈಸೂರು ಜಿಲ್ಲೆಯಲ್ಲಿ ಸೋಮವಾರ 125 ಜನರಲ್ಲಿ ಕೊರೊನಾ ಸೋಂಕು ಪತ್ತೆಯಾಗಿದ್ದು, 258 ಮಂದಿ ಸೋಂಕಿತರು ಗುಣಮುಖರಾಗಿದ್ದಾರೆ.	[301, 1196, 408, 1226]
ad-bekagi-line3: Computer Tally	[442, 400, 520, 410]
sm-body	[777, 222, 893, 262]
tahsil-label: ಪತ್ರಿಕಾ ಪ್ರಕಟಣೆ	[507, 529, 577, 540]
navy-step-2: Step 2: From the app, scan the QR code given here	[570, 1331, 754, 1340]
punya-b-text: ಮಕ್ಕಳು, ಮೊಮ್ಮಕ್ಕಳು ಮತ್ತು ಕುಟುಂಬ ವರ್ಗ	[792, 492, 878, 499]
covid-table-title: ಜು.19ರ ಪಾಸಿಟಿವ್ ವರದಿ	[176, 629, 286, 641]
ad-bekagi-line4: ಗೊತ್ತಿರುವವರು ಬೇಕಾಗಿದ್ದಾರೆ.	[447, 411, 515, 419]
mm-email: Email: ad@mysurumithra.com	[667, 221, 765, 239]
covid-district-name: ಹೆಚ್.ಡಿ.ಕೋಟೆ	[180, 675, 219, 684]
navy-qr-section	[426, 1283, 893, 1387]
covid-table-row	[177, 719, 285, 730]
punya-3-text: ನಿಮ್ಮ ಅಗಲಿಕೆಯ ನೋವು ಇಂದಿಗೂ ಮಾಸಿಲ್ಲ. ನಿಮ್ಮ ಆತ್ಮಕ್ಕೆ ಶಾಂತಿ ಸಿಗಲಿ.	[550, 437, 650, 451]
lead-headline-1: ಮೈಸೂರಲ್ಲಿ ಮುಂದುವರೆದ ಫುಟ್‌ಪಾತ್	[131, 78, 569, 118]
navy-banner-line1: ONLINE APPLICATION FOR MR ENTRY WILL BE	[499, 1167, 820, 1183]
college-addr: ಕಿರಿಯ ಚಿತ್ರಾ ನಗರ, ಮೈಸೂರು-01	[801, 87, 869, 94]
navy-qr-steps	[570, 1319, 810, 1352]
covid-district-count: 03	[272, 708, 282, 717]
covid-district-count: 09	[272, 675, 282, 684]
notice-govt-scholarship	[672, 548, 894, 684]
covid-table-row	[177, 730, 285, 741]
punya-3-name: ಪಿ.ಶಿವರುದ್ರಪ್ಪ	[579, 427, 621, 437]
navy-deadline-banner	[426, 1159, 893, 1209]
td-entry: Matric Recruit (MR)	[469, 931, 527, 1151]
sm-rate-label: 1 ಗ್ರಾಂ ಚಿನ್ನಕ್ಕೆ	[795, 206, 830, 215]
covid-district-count: 125	[266, 730, 282, 739]
ad-bekagi-firm: S. ಲಕ್ಷ್ಮಿ ಜ್ಯುವೆಲ್ಲರ್ಸ್	[444, 371, 518, 382]
covid-box	[176, 600, 286, 838]
covid-district-name: ಕೆ.ಆರ್.ನಗರ	[180, 697, 212, 706]
sm-rate: 4900	[833, 203, 873, 219]
mm-small-sub: ಓದುಗರ ಗಮನಕ್ಕೆ	[812, 315, 858, 324]
ad-bekagi-title: ಬೇಕಾಗಿದ್ದಾರೆ	[421, 353, 541, 369]
ad-bekagi-line1: Sales Girls ಮತ್ತು Part Time	[432, 382, 530, 390]
engineering-body-text-3: ಬೆಂಗಳೂರು: 2022–23ನೇ ಸಾಲಿನ ಶೈಕ್ಷಣಿಕ ವರ್ಷದಿಂದ ಎಂಜಿನಿಯರಿಂಗ್ ಸೇರಿ ಎಲ್ಲಾ ವೃತ್ತಿಪರ ಕೋರ್ಸ್‌ಗಳನ್ನು ಕನ್ನಡದಲ್ಲಿ ಕಲಿಯಲು ಅವಕಾಶ ಕಲ್ಪಿಸಲಾಗುವುದು ಎಂದು ಉನ್ನತ ಶಿಕ್ಷಣ ಸಚಿವ ಡಾ. ಸಿ.ಎನ್. ಅಶ್ವತ್ಥನಾರಾಯಣ ಹೇಳಿದ್ದಾರೆ.	[176, 908, 294, 961]
mm-ph: Ph: 0821-2496522 / 23	[661, 211, 771, 221]
govt-body-text-3: ಅರ್ಹ ವಿದ್ಯಾರ್ಥಿಗಳು ಆನ್‌ಲೈನ್ ಮೂಲಕ ಅರ್ಜಿ ಸಲ್ಲಿಸಲು ಕೋರಲಾಗಿದೆ. ಹೆಚ್ಚಿನ ಮಾಹಿತಿಗಾಗಿ socialjustice.nic.in ಗೆ ಭೇಟಿ ನೀಡಿ.	[679, 598, 880, 622]
lead-body-text-col2: ಮೈಸೂರಿನ ಫುಟ್‌ಪಾತ್ ಅತಿಕ್ರಮಣ ತೆರವು ಕಾರ್ಯಾಚರಣೆ ಮುಂದುವರೆದಿದ್ದು, ಸೋಮವಾರವೂ ಅಧಿಕಾರಿಗಳು ರಸ್ತೆಗಿಳಿದು ಪಾದಚಾರಿಗಳಿಗೆ ತೊಂದರೆಯಾಗಿದ್ದ ಅಂಗಡಿಗಳ ಮುಂಭಾಗದ ಅತಿಕ್ರಮಣ ತೆರವುಗೊಳಿಸಿದರು. ಅಶೋಕ ರಸ್ತೆ, ಸಂತೆಪೇಟೆ, ಮಂಡಿ ಮೊಹಲ್ಲಾ ಸೇರಿದಂತೆ ವಿವಿಧೆಡೆ ಕಾರ್ಯಾಚರಣೆ ನಡೆಯಿತು.	[174, 348, 288, 410]
notice-2-schedule-text-2: ಮೈಸೂರು, ಜು.19(ಎಸ್‌ಬಿಡಿ)– ಮೈಸೂರು ಜಿಲ್ಲೆಯಲ್ಲಿ ಸೋಮವಾರ 125 ಜನರಲ್ಲಿ ಕೊರೊನಾ ಸೋಂಕು ಪತ್ತೆಯಾಗಿದ್ದು, 258 ಮಂದಿ ಸೋಂಕಿತರು ಗುಣಮುಖರಾಗಿದ್ದಾರೆ.	[179, 1280, 286, 1310]
navy-note-title: NOTE:-	[468, 1218, 496, 1227]
sdj-min: ಕನಿಷ್ಠ: 15,000	[693, 146, 739, 154]
lead-body-col2	[174, 348, 290, 570]
navy-crest-right-icon	[836, 717, 876, 777]
notice-1-title: ಸಾರ್ವಜನಿಕ ಪ್ರಕಟಣೆ	[53, 1037, 173, 1049]
punya-1-title: ಮೊದಲನೇ ವರ್ಷದ ಪುಣ್ಯಸ್ಮರಣೆ	[660, 375, 772, 387]
college-title: ರಾಷ್ಟ್ರೀಯ ಪ್ಯಾರಾ ಮೆಡಿಕಲ್ ಕಾಲೇಜ್	[793, 77, 877, 85]
notice-3-body	[299, 995, 417, 1165]
covid-table	[176, 641, 286, 742]
public-notice-1	[52, 1036, 174, 1388]
ad-uttara-kriyadi	[659, 256, 773, 368]
navy-banner	[426, 703, 893, 793]
td-age: Candidates should be born between 01 Apr 2001 to 30 Sep 2004 (both dates inclusive)	[635, 931, 727, 1151]
ad-bekagi-phone: 8904769265	[421, 432, 541, 448]
covid-table-row	[177, 653, 285, 664]
notice-1-body	[53, 1049, 173, 1269]
th-entry: ENTRY	[469, 900, 527, 931]
page-number: 5	[64, 51, 78, 72]
lead-byline: ಮೈಸೂರು, ಜು.19(ಎಸ್‌ಬಿಡಿ)–	[52, 348, 128, 356]
